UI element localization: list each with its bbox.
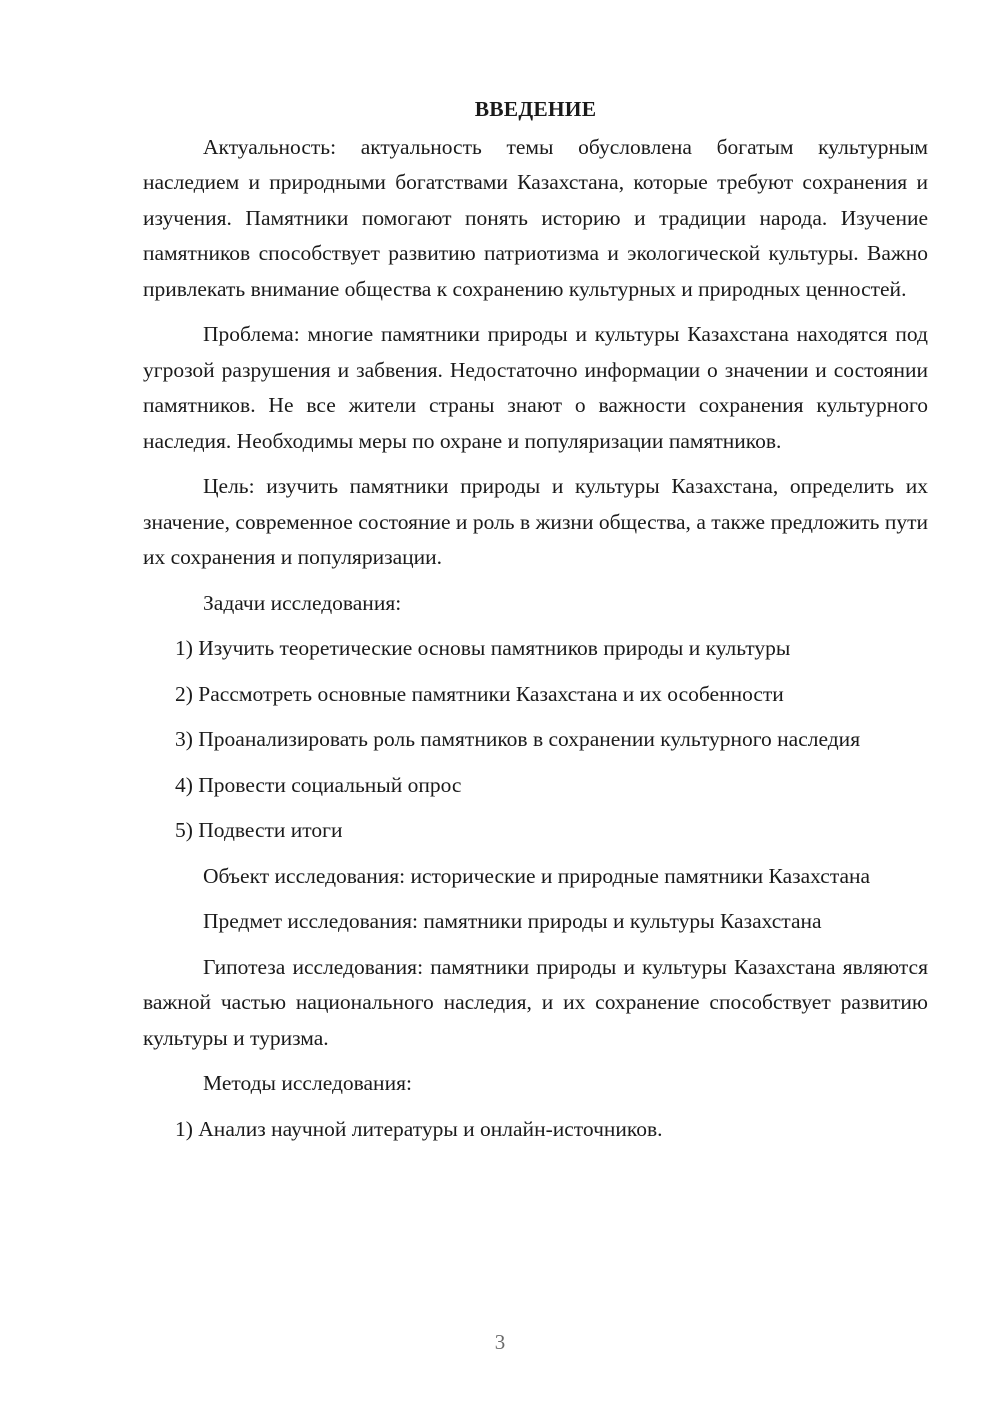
method-item: 1) Анализ научной литературы и онлайн-источников.	[175, 1116, 663, 1141]
task-item: 5) Подвести итоги	[175, 818, 343, 842]
page-number: 3	[494, 1330, 506, 1354]
section-heading: ВВЕДЕНИЕ	[474, 97, 597, 121]
document-page	[143, 92, 928, 1157]
task-item: 1) Изучить теоретические основы памятников природы и культуры	[175, 636, 791, 660]
problem-paragraph: Проблема: многие памятники природы и культуры Казахстана находятся под угрозой разрушения и забвения. Недостаточно информации о значении и состоянии памятников. Не все жители страны знают о важности сохранения культурного наследия. Необходимы меры по охране и популяризации памятников.	[143, 322, 928, 453]
relevance-paragraph: Актуальность: актуальность темы обусловлена богатым культурным наследием и природными богатствами Казахстана, которые требуют сохранения и изучения. Памятники помогают понять историю и традиции народа. Изучение памятников способствует развитию патриотизма и экологической культуры. Важно привлекать внимание общества к сохранению культурных и природных ценностей.	[143, 134, 928, 301]
methods-heading: Методы исследования:	[203, 1071, 412, 1095]
subject-paragraph: Предмет исследования: памятники природы и культуры Казахстана	[203, 909, 822, 933]
object-paragraph: Объект исследования: исторические и природные памятники Казахстана	[203, 863, 871, 888]
task-item: 3) Проанализировать роль памятников в сохранении культурного наследия	[175, 727, 861, 751]
hypothesis-paragraph: Гипотеза исследования: памятники природы и культуры Казахстана являются важной частью национального наследия, и их сохранение способствует развитию культуры и туризма.	[143, 954, 928, 1050]
tasks-heading: Задачи исследования:	[203, 590, 402, 615]
task-item: 2) Рассмотреть основные памятники Казахстана и их особенности	[175, 681, 784, 706]
goal-paragraph: Цель: изучить памятники природы и культуры Казахстана, определить их значение, современное состояние и роль в жизни общества, а также предложить пути их сохранения и популяризации.	[143, 474, 928, 569]
task-item: 4) Провести социальный опрос	[175, 772, 462, 797]
